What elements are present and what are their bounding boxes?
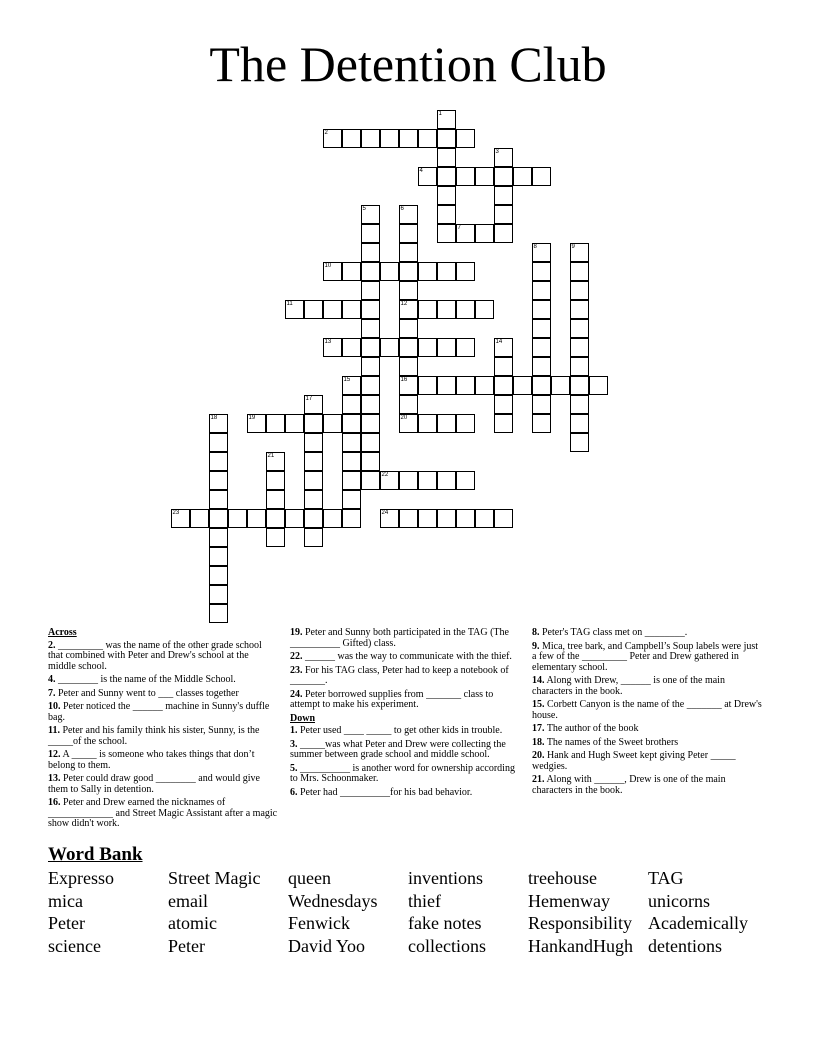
- grid-cell[interactable]: [418, 129, 437, 148]
- clue-number: 13.: [48, 773, 61, 784]
- grid-cell[interactable]: [570, 357, 589, 376]
- grid-cell[interactable]: [570, 262, 589, 281]
- clue-text: _________ was the name of the other grade school that combined with Peter and Drew's school at the middle school.: [48, 639, 262, 672]
- grid-cell[interactable]: [304, 471, 323, 490]
- grid-cell[interactable]: [475, 509, 494, 528]
- grid-cell[interactable]: [399, 319, 418, 338]
- grid-cell[interactable]: [456, 224, 475, 243]
- grid-cell[interactable]: [342, 452, 361, 471]
- word-bank-item: Academically: [648, 913, 748, 933]
- clue-number: 16: [400, 376, 408, 383]
- grid-cell[interactable]: [399, 262, 418, 281]
- word-bank-item: thief: [408, 890, 441, 911]
- grid-cell[interactable]: [266, 509, 285, 528]
- grid-cell[interactable]: [570, 395, 589, 414]
- grid-cell[interactable]: [361, 205, 380, 224]
- grid-cell[interactable]: [437, 376, 456, 395]
- clue-number: 10: [324, 262, 332, 269]
- grid-cell[interactable]: [456, 509, 475, 528]
- grid-cell[interactable]: [361, 414, 380, 433]
- grid-cell[interactable]: [285, 414, 304, 433]
- clue-number: 1: [438, 110, 442, 117]
- word-bank-item: mica: [48, 890, 83, 911]
- clue: [532, 642, 762, 674]
- clue-number: 4: [419, 167, 423, 174]
- grid-cell[interactable]: [342, 509, 361, 528]
- clue: [532, 700, 762, 721]
- clue-text: Peter and Drew earned the nicknames of _____________ and Street Magic Assistant after a magic show didn't work.: [48, 797, 278, 829]
- word-bank-item: Peter: [168, 935, 205, 956]
- grid-cell[interactable]: [570, 414, 589, 433]
- grid-cell[interactable]: [418, 262, 437, 281]
- grid-cell[interactable]: [209, 433, 228, 452]
- grid-cell[interactable]: [437, 186, 456, 205]
- clue: [532, 676, 762, 697]
- clue-number: 6.: [290, 786, 298, 798]
- grid-cell[interactable]: [304, 414, 323, 433]
- clue-number: 2.: [48, 639, 56, 651]
- grid-cell[interactable]: [380, 471, 399, 490]
- grid-cell[interactable]: [456, 376, 475, 395]
- grid-cell[interactable]: [266, 490, 285, 509]
- clue-number: 24: [381, 509, 389, 516]
- word-bank-item: Responsibility: [528, 913, 633, 933]
- grid-cell[interactable]: [494, 224, 513, 243]
- grid-cell[interactable]: [532, 414, 551, 433]
- grid-cell[interactable]: [399, 338, 418, 357]
- word-bank-item: Fenwick: [288, 913, 350, 933]
- clue: [48, 702, 278, 723]
- clue: [290, 690, 520, 711]
- grid-cell[interactable]: [494, 357, 513, 376]
- clue-text: The author of the book: [544, 723, 639, 734]
- grid-cell[interactable]: [494, 395, 513, 414]
- grid-cell[interactable]: [361, 471, 380, 490]
- grid-cell[interactable]: [285, 509, 304, 528]
- clue-column-1: [48, 628, 278, 833]
- grid-cell[interactable]: [342, 471, 361, 490]
- grid-cell[interactable]: [380, 338, 399, 357]
- clue-text: For his TAG class, Peter had to keep a notebook of _______.: [290, 664, 509, 686]
- clue-number: 17.: [532, 723, 545, 734]
- word-bank-item: detentions: [648, 935, 722, 956]
- grid-cell[interactable]: [380, 129, 399, 148]
- clue-number: 8.: [532, 627, 540, 638]
- word-bank-item: atomic: [168, 913, 217, 933]
- grid-cell[interactable]: [475, 300, 494, 319]
- grid-cell[interactable]: [190, 509, 209, 528]
- grid-cell[interactable]: [361, 452, 380, 471]
- grid-cell[interactable]: [418, 414, 437, 433]
- clue-column-2: [290, 628, 520, 801]
- clue-number: 24.: [290, 688, 303, 700]
- grid-cell[interactable]: [361, 224, 380, 243]
- clue: [290, 726, 520, 737]
- grid-cell[interactable]: [342, 376, 361, 395]
- clue-number: 21: [267, 452, 275, 459]
- grid-cell[interactable]: [532, 338, 551, 357]
- grid-cell[interactable]: [399, 357, 418, 376]
- grid-cell[interactable]: [437, 262, 456, 281]
- clue: [48, 689, 278, 700]
- down-header: Down: [290, 712, 316, 724]
- grid-cell[interactable]: [551, 376, 570, 395]
- grid-cell[interactable]: [399, 224, 418, 243]
- grid-cell[interactable]: [342, 414, 361, 433]
- grid-cell[interactable]: [418, 376, 437, 395]
- grid-cell[interactable]: [532, 395, 551, 414]
- clue: [48, 774, 278, 795]
- grid-cell[interactable]: [342, 338, 361, 357]
- grid-cell[interactable]: [532, 262, 551, 281]
- grid-cell[interactable]: [323, 509, 342, 528]
- clue-text: Along with ______, Drew is one of the main characters in the book.: [532, 774, 726, 796]
- grid-cell[interactable]: [342, 433, 361, 452]
- clue-number: 22: [381, 471, 389, 478]
- clue-number: 23: [172, 509, 180, 516]
- word-bank-item: queen: [288, 868, 331, 888]
- clue: [290, 628, 520, 649]
- grid-cell[interactable]: [304, 433, 323, 452]
- grid-cell[interactable]: [266, 452, 285, 471]
- grid-cell[interactable]: [399, 509, 418, 528]
- grid-cell[interactable]: [532, 281, 551, 300]
- clue-text: Along with Drew, ______ is one of the main characters in the book.: [532, 675, 725, 697]
- clue-text: Hank and Hugh Sweet kept giving Peter _____ wedgies.: [532, 750, 736, 772]
- grid-cell[interactable]: [266, 528, 285, 547]
- grid-cell[interactable]: [437, 414, 456, 433]
- grid-cell[interactable]: [361, 243, 380, 262]
- grid-cell[interactable]: [437, 167, 456, 186]
- clue-text: ______ was the way to communicate with the thief.: [302, 651, 512, 662]
- grid-cell[interactable]: [399, 414, 418, 433]
- clue: [290, 740, 520, 761]
- clue-text: Peter noticed the ______ machine in Sunny's duffle bag.: [48, 701, 270, 723]
- clue: [532, 628, 762, 639]
- word-bank-item: inventions: [408, 868, 483, 888]
- grid-cell[interactable]: [285, 300, 304, 319]
- grid-cell[interactable]: [532, 319, 551, 338]
- grid-cell[interactable]: [323, 262, 342, 281]
- grid-cell[interactable]: [570, 433, 589, 452]
- clue-number: 3: [495, 148, 499, 155]
- grid-cell[interactable]: [475, 224, 494, 243]
- clue-text: Corbett Canyon is the name of the _______ at Drew's house.: [532, 699, 762, 721]
- clue-number: 15: [343, 376, 351, 383]
- grid-cell[interactable]: [209, 528, 228, 547]
- grid-cell[interactable]: [399, 243, 418, 262]
- clue-text: A _____ is someone who takes things that don’t belong to them.: [48, 749, 255, 771]
- clue-text: Peter and Sunny went to ___ classes together: [55, 687, 239, 699]
- grid-cell[interactable]: [589, 376, 608, 395]
- clue: [48, 750, 278, 771]
- grid-cell[interactable]: [532, 357, 551, 376]
- grid-cell[interactable]: [570, 319, 589, 338]
- grid-cell[interactable]: [361, 433, 380, 452]
- word-bank-item: treehouse: [528, 868, 597, 888]
- grid-cell[interactable]: [494, 167, 513, 186]
- grid-cell[interactable]: [323, 129, 342, 148]
- grid-cell[interactable]: [494, 148, 513, 167]
- grid-cell[interactable]: [209, 604, 228, 623]
- grid-cell[interactable]: [418, 338, 437, 357]
- clue: [48, 726, 278, 747]
- grid-cell[interactable]: [532, 243, 551, 262]
- clue: [48, 641, 278, 673]
- grid-cell[interactable]: [266, 414, 285, 433]
- grid-cell[interactable]: [494, 376, 513, 395]
- clue-number: 12.: [48, 749, 61, 760]
- grid-cell[interactable]: [475, 376, 494, 395]
- grid-cell[interactable]: [342, 395, 361, 414]
- word-bank-item: unicorns: [648, 890, 710, 911]
- grid-cell[interactable]: [570, 300, 589, 319]
- clue-number: 2: [324, 129, 328, 136]
- grid-cell[interactable]: [304, 395, 323, 414]
- clue: [290, 788, 520, 799]
- word-bank-item: Peter: [48, 913, 85, 933]
- clue-number: 22.: [290, 651, 303, 662]
- grid-cell[interactable]: [209, 566, 228, 585]
- clue: [290, 666, 520, 687]
- word-bank-item: email: [168, 890, 208, 911]
- grid-cell[interactable]: [437, 338, 456, 357]
- word-bank-item: Expresso: [48, 868, 114, 888]
- clue-number: 11.: [48, 725, 60, 736]
- grid-cell[interactable]: [399, 300, 418, 319]
- clue-text: Peter used ____ _____ to get other kids in trouble.: [297, 725, 503, 736]
- grid-cell[interactable]: [361, 300, 380, 319]
- grid-cell[interactable]: [361, 319, 380, 338]
- clue-number: 11: [286, 300, 293, 307]
- clue-number: 5: [362, 205, 366, 212]
- grid-cell[interactable]: [304, 300, 323, 319]
- word-bank: [48, 868, 768, 958]
- clue-number: 19: [248, 414, 256, 421]
- grid-cell[interactable]: [342, 490, 361, 509]
- clue-number: 13: [324, 338, 332, 345]
- grid-cell[interactable]: [437, 471, 456, 490]
- grid-cell[interactable]: [570, 338, 589, 357]
- clue: [48, 798, 278, 830]
- grid-cell[interactable]: [418, 167, 437, 186]
- grid-cell[interactable]: [456, 129, 475, 148]
- word-bank-item: fake notes: [408, 913, 482, 933]
- clue-number: 1.: [290, 725, 298, 736]
- grid-cell[interactable]: [494, 414, 513, 433]
- word-bank-item: collections: [408, 935, 486, 956]
- clue: [290, 764, 520, 785]
- grid-cell[interactable]: [380, 262, 399, 281]
- grid-cell[interactable]: [437, 509, 456, 528]
- clue-number: 18: [210, 414, 218, 421]
- clue-text: Peter and Sunny both participated in the TAG (The __________ Gifted) class.: [290, 627, 509, 649]
- grid-cell[interactable]: [399, 205, 418, 224]
- clue-number: 5.: [290, 762, 298, 774]
- grid-cell[interactable]: [361, 262, 380, 281]
- clue: [532, 724, 762, 735]
- clue-number: 4.: [48, 674, 56, 685]
- clue: [532, 751, 762, 772]
- grid-cell[interactable]: [456, 300, 475, 319]
- grid-cell[interactable]: [494, 509, 513, 528]
- grid-cell[interactable]: [456, 414, 475, 433]
- grid-cell[interactable]: [304, 509, 323, 528]
- clue-number: 9.: [532, 640, 540, 652]
- grid-cell[interactable]: [418, 471, 437, 490]
- grid-cell[interactable]: [399, 281, 418, 300]
- clue-text: ________ is the name of the Middle School.: [55, 674, 236, 685]
- grid-cell[interactable]: [209, 414, 228, 433]
- grid-cell[interactable]: [323, 300, 342, 319]
- clue-text: Mica, tree bark, and Campbell’s Soup labels were just a few of the _________ Peter and Drew gathered in elementary school.: [532, 640, 759, 673]
- grid-cell[interactable]: [437, 110, 456, 129]
- clue-number: 10.: [48, 701, 61, 712]
- word-bank-item: science: [48, 935, 101, 956]
- clue: [532, 775, 762, 796]
- grid-cell[interactable]: [342, 300, 361, 319]
- grid-cell[interactable]: [532, 300, 551, 319]
- grid-cell[interactable]: [494, 205, 513, 224]
- grid-cell[interactable]: [361, 395, 380, 414]
- grid-cell[interactable]: [418, 300, 437, 319]
- grid-cell[interactable]: [456, 262, 475, 281]
- clue-number: 15.: [532, 699, 545, 710]
- word-bank-item: TAG: [648, 868, 684, 888]
- clue: [48, 675, 278, 686]
- clue-number: 7.: [48, 687, 56, 699]
- grid-cell[interactable]: [304, 490, 323, 509]
- grid-cell[interactable]: [437, 148, 456, 167]
- word-bank-item: Street Magic: [168, 868, 261, 888]
- clue: [532, 738, 762, 749]
- clue-number: 23.: [290, 664, 303, 676]
- clue-text: Peter had __________for his bad behavior.: [297, 786, 473, 798]
- word-bank-item: HankandHugh: [528, 935, 633, 956]
- grid-cell[interactable]: [532, 167, 551, 186]
- grid-cell[interactable]: [266, 471, 285, 490]
- grid-cell[interactable]: [513, 376, 532, 395]
- clue-number: 20: [400, 414, 408, 421]
- grid-cell[interactable]: [399, 471, 418, 490]
- clue-number: 8: [533, 243, 537, 250]
- clue-number: 21.: [532, 774, 545, 785]
- clue-number: 14: [495, 338, 503, 345]
- grid-cell[interactable]: [437, 224, 456, 243]
- clue-number: 14.: [532, 675, 545, 686]
- grid-cell[interactable]: [399, 395, 418, 414]
- word-bank-title: Word Bank: [48, 844, 143, 865]
- grid-cell[interactable]: [209, 509, 228, 528]
- grid-cell[interactable]: [323, 338, 342, 357]
- grid-cell[interactable]: [209, 585, 228, 604]
- word-bank-item: David Yoo: [288, 935, 366, 956]
- across-header: Across: [48, 627, 77, 638]
- grid-cell[interactable]: [494, 338, 513, 357]
- clue-text: Peter and his family think his sister, Sunny, is the _____of the school.: [48, 725, 260, 747]
- grid-cell[interactable]: [304, 452, 323, 471]
- clue-number: 20.: [532, 750, 545, 761]
- grid-cell[interactable]: [342, 129, 361, 148]
- grid-cell[interactable]: [570, 281, 589, 300]
- grid-cell[interactable]: [228, 509, 247, 528]
- grid-cell[interactable]: [570, 243, 589, 262]
- clue-text: The names of the Sweet brothers: [544, 736, 679, 748]
- grid-cell[interactable]: [494, 186, 513, 205]
- grid-cell[interactable]: [247, 414, 266, 433]
- grid-cell[interactable]: [361, 357, 380, 376]
- grid-cell[interactable]: [456, 471, 475, 490]
- grid-cell[interactable]: [209, 547, 228, 566]
- clue-number: 7: [457, 224, 461, 231]
- page-title: The Detention Club: [209, 36, 607, 92]
- clue-number: 3.: [290, 738, 298, 750]
- clue-text: Peter's TAG class met on ________.: [539, 627, 688, 638]
- grid-cell[interactable]: [437, 300, 456, 319]
- clue: [290, 652, 520, 663]
- clue-number: 18.: [532, 736, 545, 748]
- grid-cell[interactable]: [361, 281, 380, 300]
- grid-cell[interactable]: [399, 376, 418, 395]
- grid-cell[interactable]: [380, 509, 399, 528]
- word-bank-item: Wednesdays: [288, 890, 378, 911]
- clue-number: 16.: [48, 797, 61, 808]
- grid-cell[interactable]: [323, 414, 342, 433]
- clue-text: Peter borrowed supplies from _______ class to attempt to make his experiment.: [290, 688, 494, 710]
- grid-cell[interactable]: [304, 528, 323, 547]
- grid-cell[interactable]: [209, 490, 228, 509]
- grid-cell[interactable]: [570, 376, 589, 395]
- grid-cell[interactable]: [342, 262, 361, 281]
- grid-cell[interactable]: [456, 338, 475, 357]
- grid-cell[interactable]: [247, 509, 266, 528]
- clue-text: Peter could draw good ________ and would give them to Sally in detention.: [48, 773, 260, 795]
- grid-cell[interactable]: [475, 167, 494, 186]
- grid-cell[interactable]: [209, 471, 228, 490]
- grid-cell[interactable]: [399, 129, 418, 148]
- grid-cell[interactable]: [513, 167, 532, 186]
- grid-cell[interactable]: [361, 129, 380, 148]
- grid-cell[interactable]: [361, 338, 380, 357]
- clue-text: __________ is another word for ownership according to Mrs. Schoonmaker.: [290, 762, 515, 784]
- clue-column-3: [532, 628, 762, 799]
- grid-cell[interactable]: [456, 167, 475, 186]
- grid-cell[interactable]: [209, 452, 228, 471]
- clue-number: 6: [400, 205, 404, 212]
- grid-cell[interactable]: [361, 376, 380, 395]
- grid-cell[interactable]: [532, 376, 551, 395]
- grid-cell[interactable]: [437, 129, 456, 148]
- clue-number: 17: [305, 395, 313, 402]
- grid-cell[interactable]: [437, 205, 456, 224]
- clue-text: _____was what Peter and Drew were collecting the summer between grade school and middle school.: [290, 738, 506, 760]
- clue-number: 12: [400, 300, 408, 307]
- clue-number: 19.: [290, 627, 303, 638]
- clue-number: 9: [571, 243, 575, 250]
- word-bank-item: Hemenway: [528, 890, 610, 911]
- grid-cell[interactable]: [171, 509, 190, 528]
- grid-cell[interactable]: [418, 509, 437, 528]
